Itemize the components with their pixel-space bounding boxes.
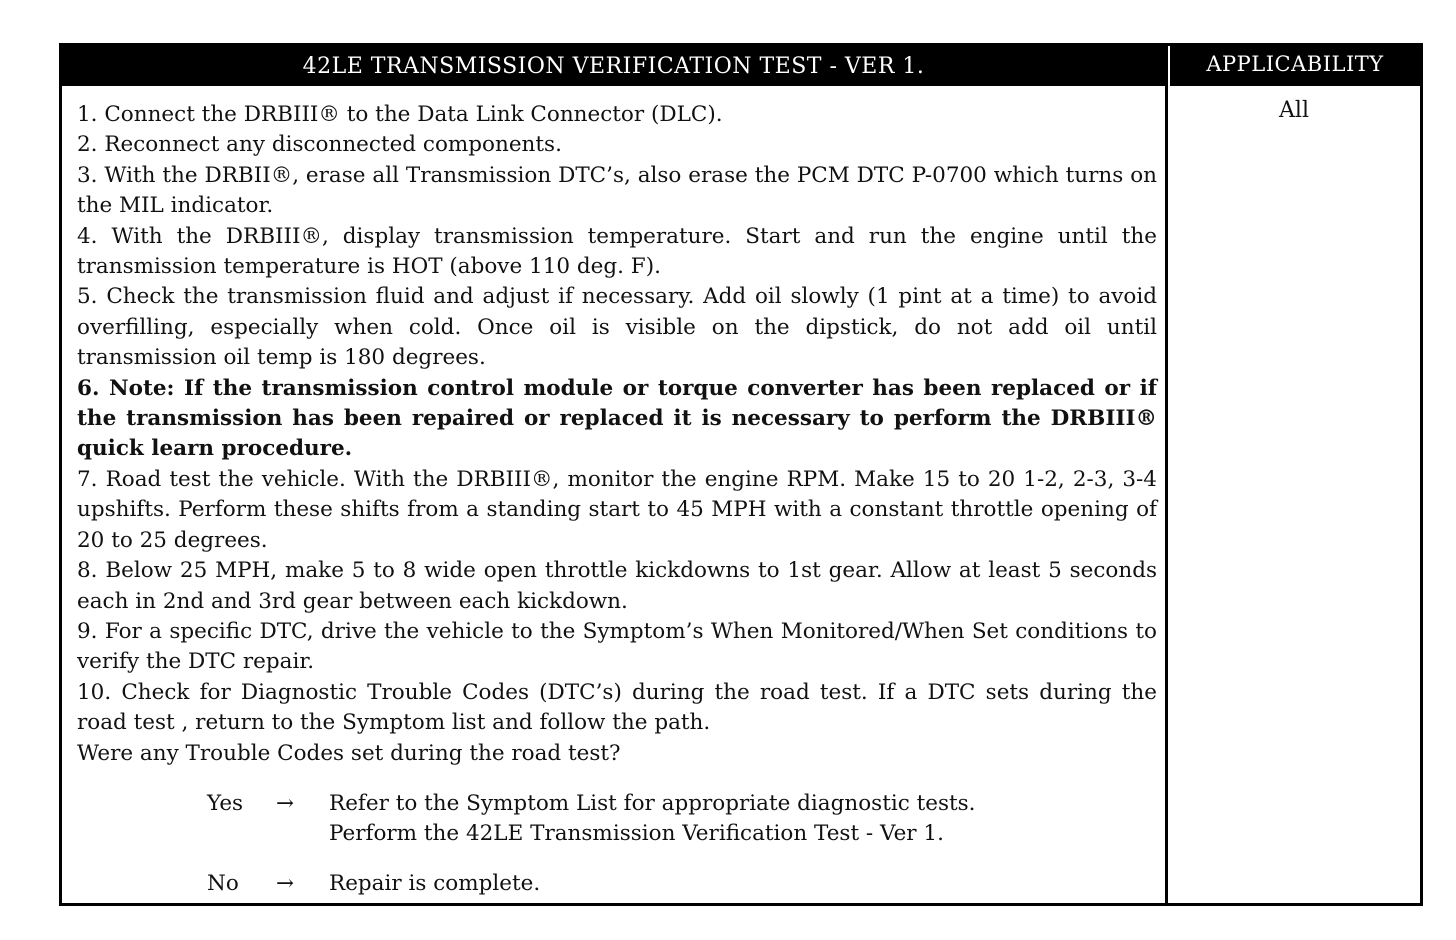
step-2: 2. Reconnect any disconnected components. [77, 132, 562, 158]
step-5: 5. Check the transmission fluid and adjust if necessary. Add oil slowly (1 pint at a time) to avoid overfilling, especially when cold. Once oil is visible on the dipstick, do not add oil until transmission oil temp is 180 degrees. [77, 284, 1157, 371]
step-6-note: 6. Note: If the transmission control module or torque converter has been replaced or if the transmission has been repaired or replaced it is necessary to perform the DRBIII® quick learn procedure. [77, 375, 1157, 462]
answer-no-label: No [207, 870, 239, 896]
answer-no-text: Repair is complete. [329, 870, 541, 896]
applicability-header: APPLICABILITY [1168, 46, 1420, 86]
test-title: 42LE TRANSMISSION VERIFICATION TEST - VER 1. [62, 46, 1168, 86]
applicability-value: All [1279, 98, 1309, 123]
question: Were any Trouble Codes set during the road test? [77, 740, 621, 766]
step-10: 10. Check for Diagnostic Trouble Codes (DTC’s) during the road test. If a DTC sets during the road test , return to the Symptom list and follow the path. [77, 679, 1157, 736]
step-8: 8. Below 25 MPH, make 5 to 8 wide open throttle kickdowns to 1st gear. Allow at least 5 seconds each in 2nd and 3rd gear between each kickdown. [77, 558, 1157, 614]
step-9: 9. For a specific DTC, drive the vehicle to the Symptom’s When Monitored/When Set conditions to verify the DTC repair. [77, 618, 1157, 675]
answer-yes-label: Yes [207, 790, 244, 816]
answer-yes-line-1: Refer to the Symptom List for appropriate diagnostic tests. [329, 790, 976, 816]
answers [77, 789, 1157, 899]
answer-no [77, 869, 1157, 899]
step-7: 7. Road test the vehicle. With the DRBIII®, monitor the engine RPM. Make 15 to 20 1-2, 2-3, 3-4 upshifts. Perform these shifts from a standing start to 45 MPH with a constant throttle opening of 20 to 25 degrees. [77, 466, 1157, 553]
answer-yes [77, 789, 1157, 849]
step-3: 3. With the DRBII®, erase all Transmission DTC’s, also erase the PCM DTC P-0700 which turns on the MIL indicator. [77, 162, 1157, 219]
verification-test-table [59, 43, 1423, 906]
table-header [62, 46, 1420, 86]
right-arrow-icon: → [275, 870, 294, 896]
answer-yes-line-2: Perform the 42LE Transmission Verification Test - Ver 1. [329, 820, 944, 846]
right-arrow-icon: → [275, 790, 294, 816]
answer-yes-text [329, 789, 976, 849]
step-4: 4. With the DRBIII®, display transmission temperature. Start and run the engine until the transmission temperature is HOT (above 110 deg. F). [77, 223, 1157, 280]
table-body [62, 86, 1420, 903]
procedure-steps [62, 86, 1168, 903]
step-1: 1. Connect the DRBIII® to the Data Link Connector (DLC). [77, 102, 723, 127]
